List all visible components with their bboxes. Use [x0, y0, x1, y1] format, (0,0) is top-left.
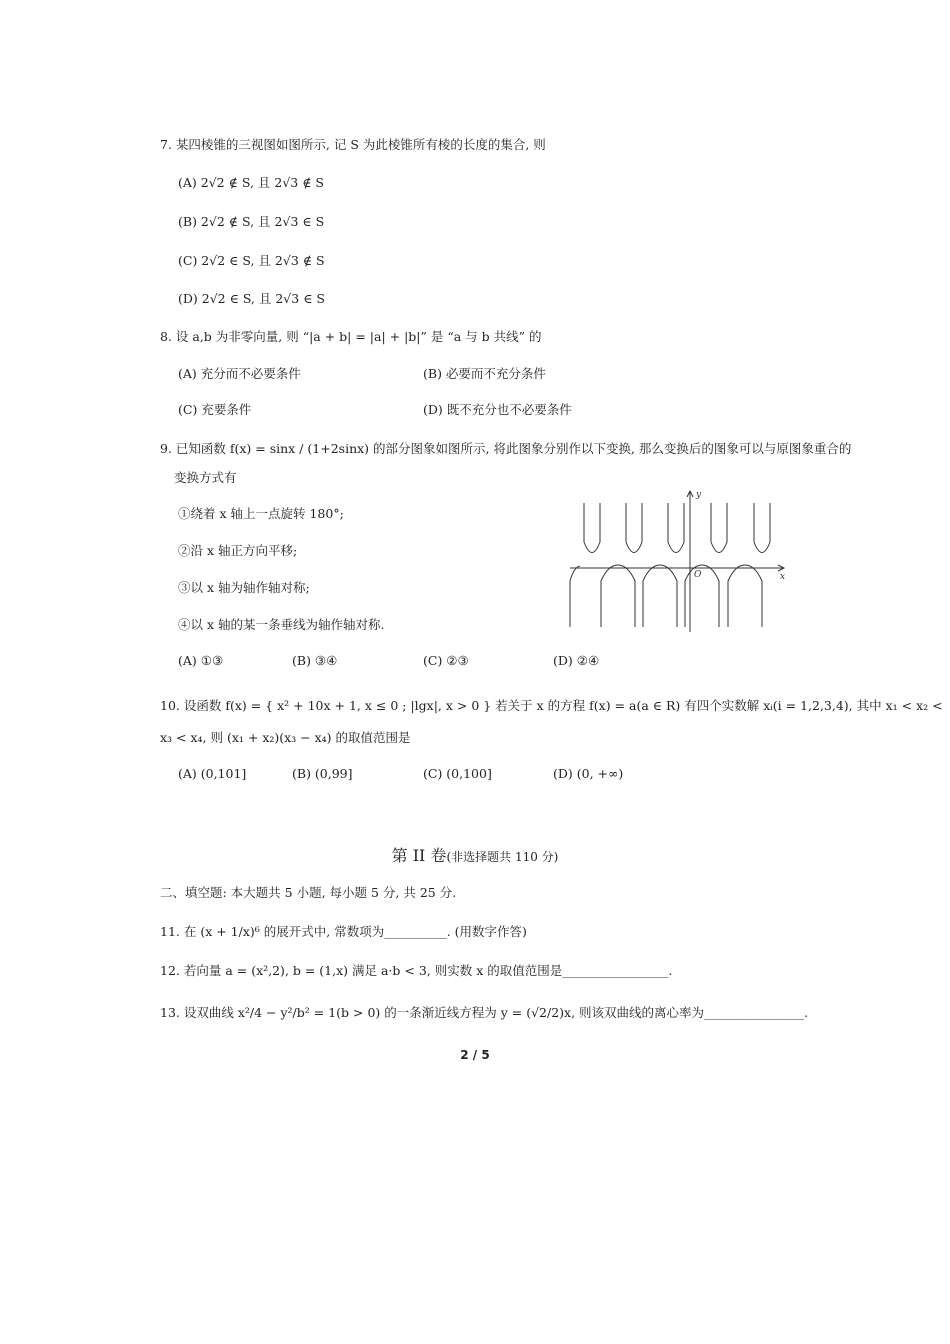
q9-item-3: ③以 x 轴为轴作轴对称;	[178, 580, 310, 595]
upper-branch-5	[754, 503, 770, 553]
q7-option-b: (B) 2√2 ∉ S, 且 2√3 ∈ S	[178, 214, 325, 229]
upper-branch-4	[711, 503, 727, 553]
q8-option-d: (D) 既不充分也不必要条件	[423, 402, 572, 417]
q7-stem: 7. 某四棱锥的三视图如图所示, 记 S 为此棱锥所有棱的长度的集合, 则	[160, 137, 546, 152]
y-axis-label: y	[696, 490, 702, 500]
q9-item-2: ②沿 x 轴正方向平移;	[178, 543, 298, 558]
q8-option-a: (A) 充分而不必要条件	[178, 366, 301, 381]
q9-item-1: ①绕着 x 轴上一点旋转 180°;	[178, 506, 344, 521]
q9-stem-line2: 变换方式有	[174, 470, 237, 485]
lower-branch-0	[570, 566, 580, 627]
q9-option-b: (B) ③④	[292, 653, 338, 668]
q11-text: 11. 在 (x + 1/x)⁶ 的展开式中, 常数项为__________. (用数字作答)	[160, 924, 527, 939]
part2-heading: 二、填空题: 本大题共 5 小题, 每小题 5 分, 共 25 分.	[160, 885, 457, 900]
q13-text: 13. 设双曲线 x²/4 − y²/b² = 1(b > 0) 的一条渐近线方程为 y = (√2/2)x, 则该双曲线的离心率为________________.	[160, 1005, 809, 1020]
q9-option-d: (D) ②④	[553, 653, 600, 668]
section-title	[0, 843, 950, 866]
q9-option-c: (C) ②③	[423, 653, 469, 668]
q8-stem: 8. 设 a,b 为非零向量, 则 “|a + b| = |a| + |b|” 是 “a 与 b 共线” 的	[160, 329, 542, 344]
page-number: 2 / 5	[460, 1048, 490, 1062]
q7-option-a: (A) 2√2 ∉ S, 且 2√3 ∉ S	[178, 175, 324, 190]
q12-text: 12. 若向量 a = (x²,2), b = (1,x) 满足 a·b < 3, 则实数 x 的取值范围是_________________.	[160, 963, 673, 978]
origin-label: O	[694, 570, 702, 580]
q8-option-c: (C) 充要条件	[178, 402, 252, 417]
upper-branch-1	[584, 503, 600, 553]
x-axis-label: x	[780, 572, 786, 582]
lower-branch-4	[728, 565, 762, 627]
q10-stem-line1: 10. 设函数 f(x) = { x² + 10x + 1, x ≤ 0 ; |lgx|, x > 0 } 若关于 x 的方程 f(x) = a(a ∈ R) 有四个实数解 xᵢ(i = 1,2,3,4), 其中 x₁ < x₂ <	[160, 698, 943, 713]
q10-stem-line2: x₃ < x₄, 则 (x₁ + x₂)(x₃ − x₄) 的取值范围是	[160, 730, 411, 745]
lower-branch-1	[601, 565, 635, 627]
q10-option-c: (C) (0,100]	[423, 766, 492, 781]
q10-option-a: (A) (0,101]	[178, 766, 247, 781]
q9-function-graph	[568, 487, 794, 635]
upper-branch-3	[668, 503, 684, 553]
q8-option-b: (B) 必要而不充分条件	[423, 366, 546, 381]
section-title-main: 第 II 卷	[391, 846, 447, 865]
q9-item-4: ④以 x 轴的某一条垂线为轴作轴对称.	[178, 617, 385, 632]
section-title-sub: (非选择题共 110 分)	[446, 850, 559, 864]
q7-option-d: (D) 2√2 ∈ S, 且 2√3 ∈ S	[178, 291, 325, 306]
q10-option-d: (D) (0, +∞)	[553, 766, 624, 781]
q9-stem-line1: 9. 已知函数 f(x) = sinx / (1+2sinx) 的部分图象如图所示, 将此图象分别作以下变换, 那么变换后的图象可以与原图象重合的	[160, 441, 852, 456]
q7-option-c: (C) 2√2 ∈ S, 且 2√3 ∉ S	[178, 253, 325, 268]
upper-branch-2	[626, 503, 642, 553]
lower-branch-2	[643, 565, 677, 627]
q9-option-a: (A) ①③	[178, 653, 224, 668]
q10-option-b: (B) (0,99]	[292, 766, 353, 781]
